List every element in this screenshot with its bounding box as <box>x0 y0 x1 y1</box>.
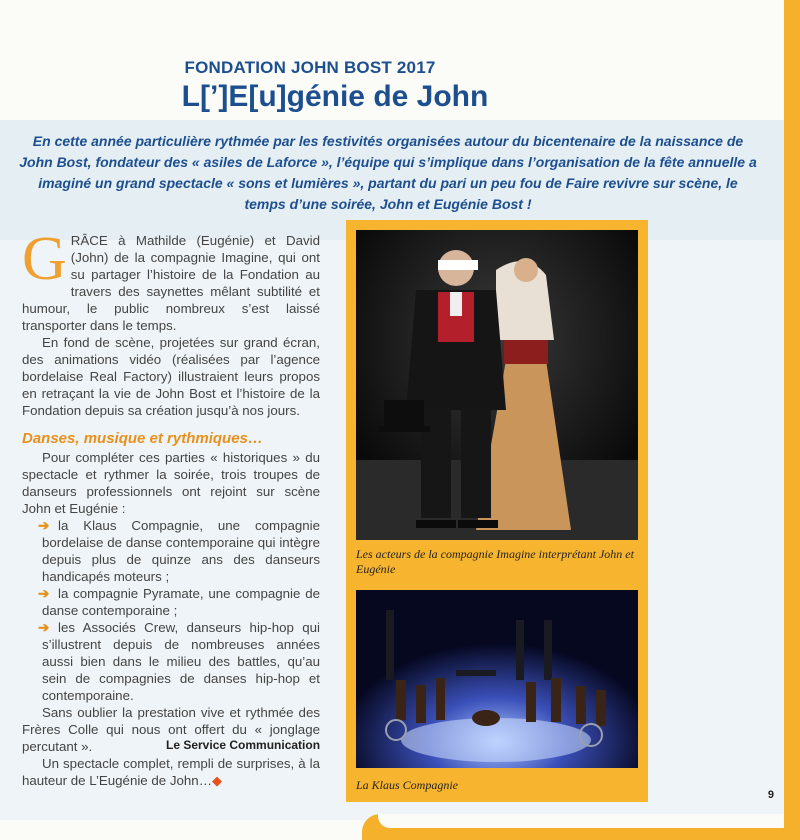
bottom-band-inner <box>378 814 784 828</box>
photo-actors-image <box>356 230 638 540</box>
paragraph-4: Sans oublier la prestation vive et rythmée des Frères Colle qui nous ont offert du « jonglage percutant ». <box>22 705 320 754</box>
drop-cap: G <box>22 225 67 293</box>
arrow-right-icon: ➔ <box>38 620 50 635</box>
photo-dancers <box>356 590 638 768</box>
article-body <box>22 225 320 789</box>
article-intro: En cette année particulière rythmée par les festivités organisées autour du bicentenaire de la naissance de John Bost, fondateur des « asiles de Laforce », l’équipe qui s’implique dans l’organisation de la fête annuelle a imaginé un grand spectacle « sons et lumières », partant du pari un peu fou de Faire revivre sur scène, le temps d’une soirée, John et Eugénie Bost ! <box>19 133 757 212</box>
photo-actors <box>356 230 638 540</box>
article-title: L[’]E[u]génie de John <box>181 80 489 113</box>
photo-caption-dancers: La Klaus Compagnie <box>356 778 459 792</box>
paragraph-1: GRÂCE à Mathilde (Eugénie) et David (John) de la compagnie Imagine, qui ont su partager l’histoire de la Fondation au travers des saynettes mêlant subtilité et humour, le public nombreux s’est laissé transporter dans le temps. <box>22 225 320 333</box>
page-edge-stripe <box>784 0 800 840</box>
list-item: ➔ la compagnie Pyramate, une compagnie de danse contemporaine ; <box>38 586 320 618</box>
diamond-icon: ◆ <box>212 773 222 788</box>
signature: Le Service Communication <box>166 738 321 752</box>
paragraph-5: Un spectacle complet, rempli de surprises, à la hauteur de L’Eugénie de John…◆ <box>22 756 320 788</box>
arrow-right-icon: ➔ <box>38 518 50 533</box>
arrow-right-icon: ➔ <box>38 586 50 601</box>
page-number: 9 <box>767 789 774 801</box>
photo-caption-actors: Les acteurs de la compagnie Imagine interprétant John et Eugénie <box>356 547 634 576</box>
paragraph-2: En fond de scène, projetées sur grand écran, des animations vidéo (réalisées par l’agence bordelaise Real Factory) illustraient leurs propos en retraçant la vie de John Bost et l’histoire de la Fondation depuis sa création jusqu’à nos jours. <box>22 335 320 418</box>
section-heading: Danses, musique et rythmiques… <box>22 430 263 447</box>
paragraph-3: Pour compléter ces parties « historiques » du spectacle et rythmer la soirée, trois troupes de danseurs professionnels ont rejoint sur scène John et Eugénie : <box>22 450 320 516</box>
article-kicker: FONDATION JOHN BOST 2017 <box>184 58 436 77</box>
list-item: ➔ la Klaus Compagnie, une compagnie bordelaise de danse contemporaine qui intègre depuis plus de quinze ans des danseurs handicapés moteurs ; <box>38 518 320 584</box>
photo-dancers-image <box>356 590 638 768</box>
list-item: ➔ les Associés Crew, danseurs hip-hop qui s’illustrent depuis de nombreuses années aussi bien dans le milieu des battles, qu’au sein de compagnies de danses hip-hop et contemporaine. <box>38 620 320 703</box>
